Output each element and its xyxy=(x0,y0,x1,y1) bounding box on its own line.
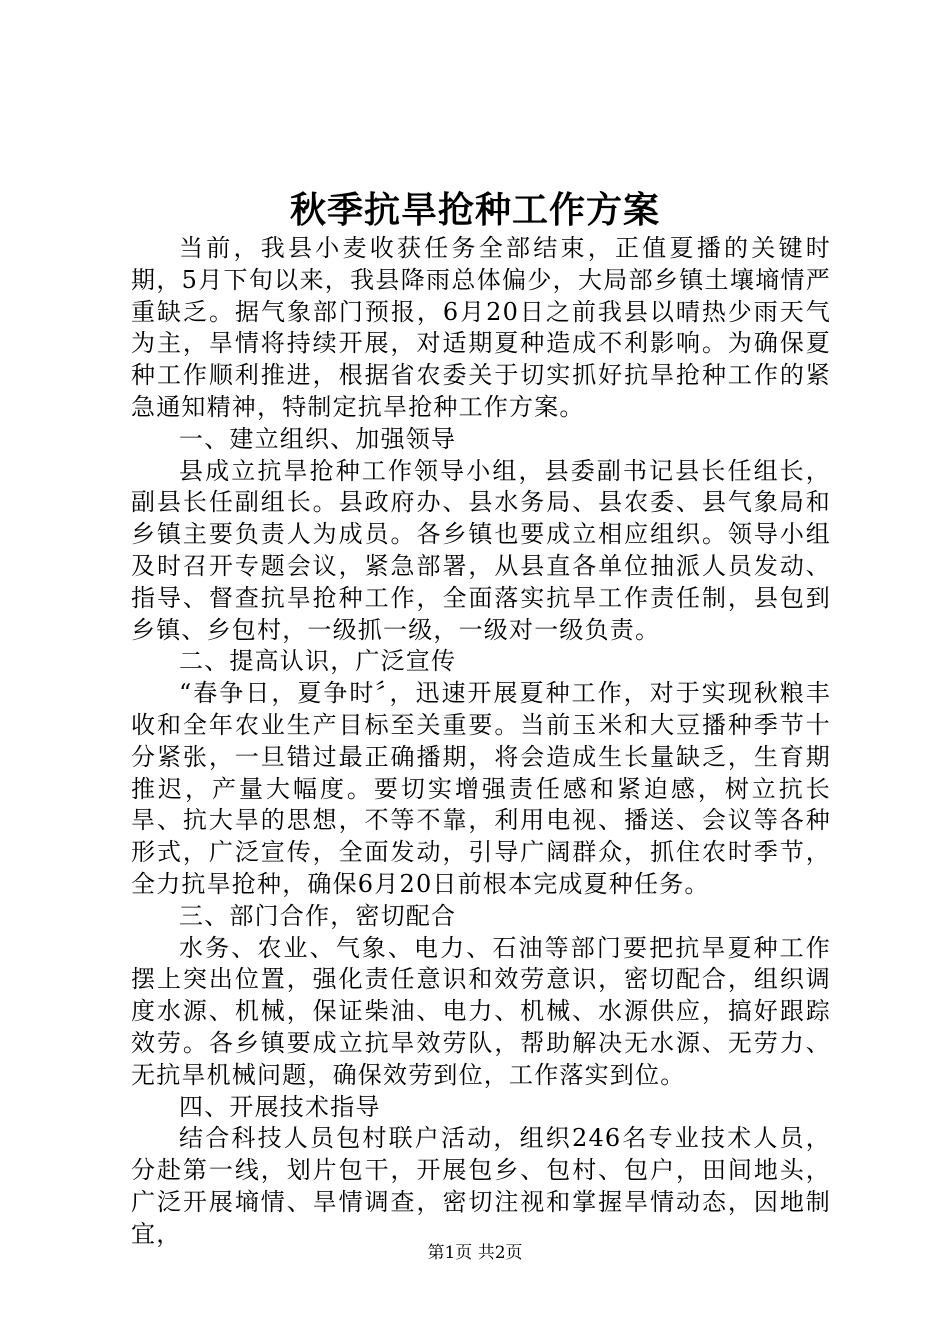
document-body xyxy=(131,233,831,1251)
paragraph-section-1: 县成立抗旱抢种工作领导小组，县委副书记县长任组长，副县长任副组长。县政府办、县水务局、县农委、县气象局和乡镇主要负责人为成员。各乡镇也要成立相应组织。领导小组及时召开专题会议，紧急部署，从县直各单位抽派人员发动、指导、督查抗旱抢种工作，全面落实抗旱工作责任制，县包到乡镇、乡包村，一级抓一级，一级对一级负责。 xyxy=(131,456,831,644)
section-heading-4: 四、开展技术指导 xyxy=(179,1092,381,1121)
paragraph-section-3: 水务、农业、气象、电力、石油等部门要把抗旱夏种工作摆上突出位置，强化责任意识和效劳意识，密切配合，组织调度水源、机械，保证柴油、电力、机械、水源供应，搞好跟踪效劳。各乡镇要成立抗旱效劳队，帮助解决无水源、无劳力、无抗旱机械问题，确保效劳到位，工作落实到位。 xyxy=(131,933,831,1089)
paragraph-section-2: “春争日，夏争时〞，迅速开展夏种工作，对于实现秋粮丰收和全年农业生产目标至关重要。当前玉米和大豆播种季节十分紧张，一旦错过最正确播期，将会造成生长量缺乏，生育期推迟，产量大幅度。要切实增强责任感和紧迫感，树立抗长旱、抗大旱的思想，不等不靠，利用电视、播送、会议等各种形式，广泛宣传，全面发动，引导广阔群众，抓住农时季节，全力抗旱抢种，确保6月20日前根本完成夏种任务。 xyxy=(131,679,831,898)
document-title: 秋季抗旱抢种工作方案 xyxy=(289,189,660,231)
paragraph-intro: 当前，我县小麦收获任务全部结束，正值夏播的关键时期，5月下旬以来，我县降雨总体偏少，大局部乡镇土壤墒情严重缺乏。据气象部门预报，6月20日之前我县以晴热少雨天气为主，旱情将持续开展，对适期夏种造成不利影响。为确保夏种工作顺利推进，根据省农委关于切实抓好抗旱抢种工作的紧急通知精神，特制定抗旱抢种工作方案。 xyxy=(131,234,831,421)
page-footer: 第1页 共2页 xyxy=(427,1243,523,1263)
section-heading-1: 一、建立组织、加强领导 xyxy=(179,424,457,453)
section-heading-3: 三、部门合作，密切配合 xyxy=(179,901,457,930)
section-heading-2: 二、提高认识，广泛宣传 xyxy=(179,647,457,676)
paragraph-section-4: 结合科技人员包村联户活动，组织246名专业技术人员，分赴第一线，划片包干，开展包乡、包村、包户，田间地头，广泛开展墒情、旱情调查，密切注视和掌握旱情动态，因地制宜， xyxy=(131,1124,831,1248)
